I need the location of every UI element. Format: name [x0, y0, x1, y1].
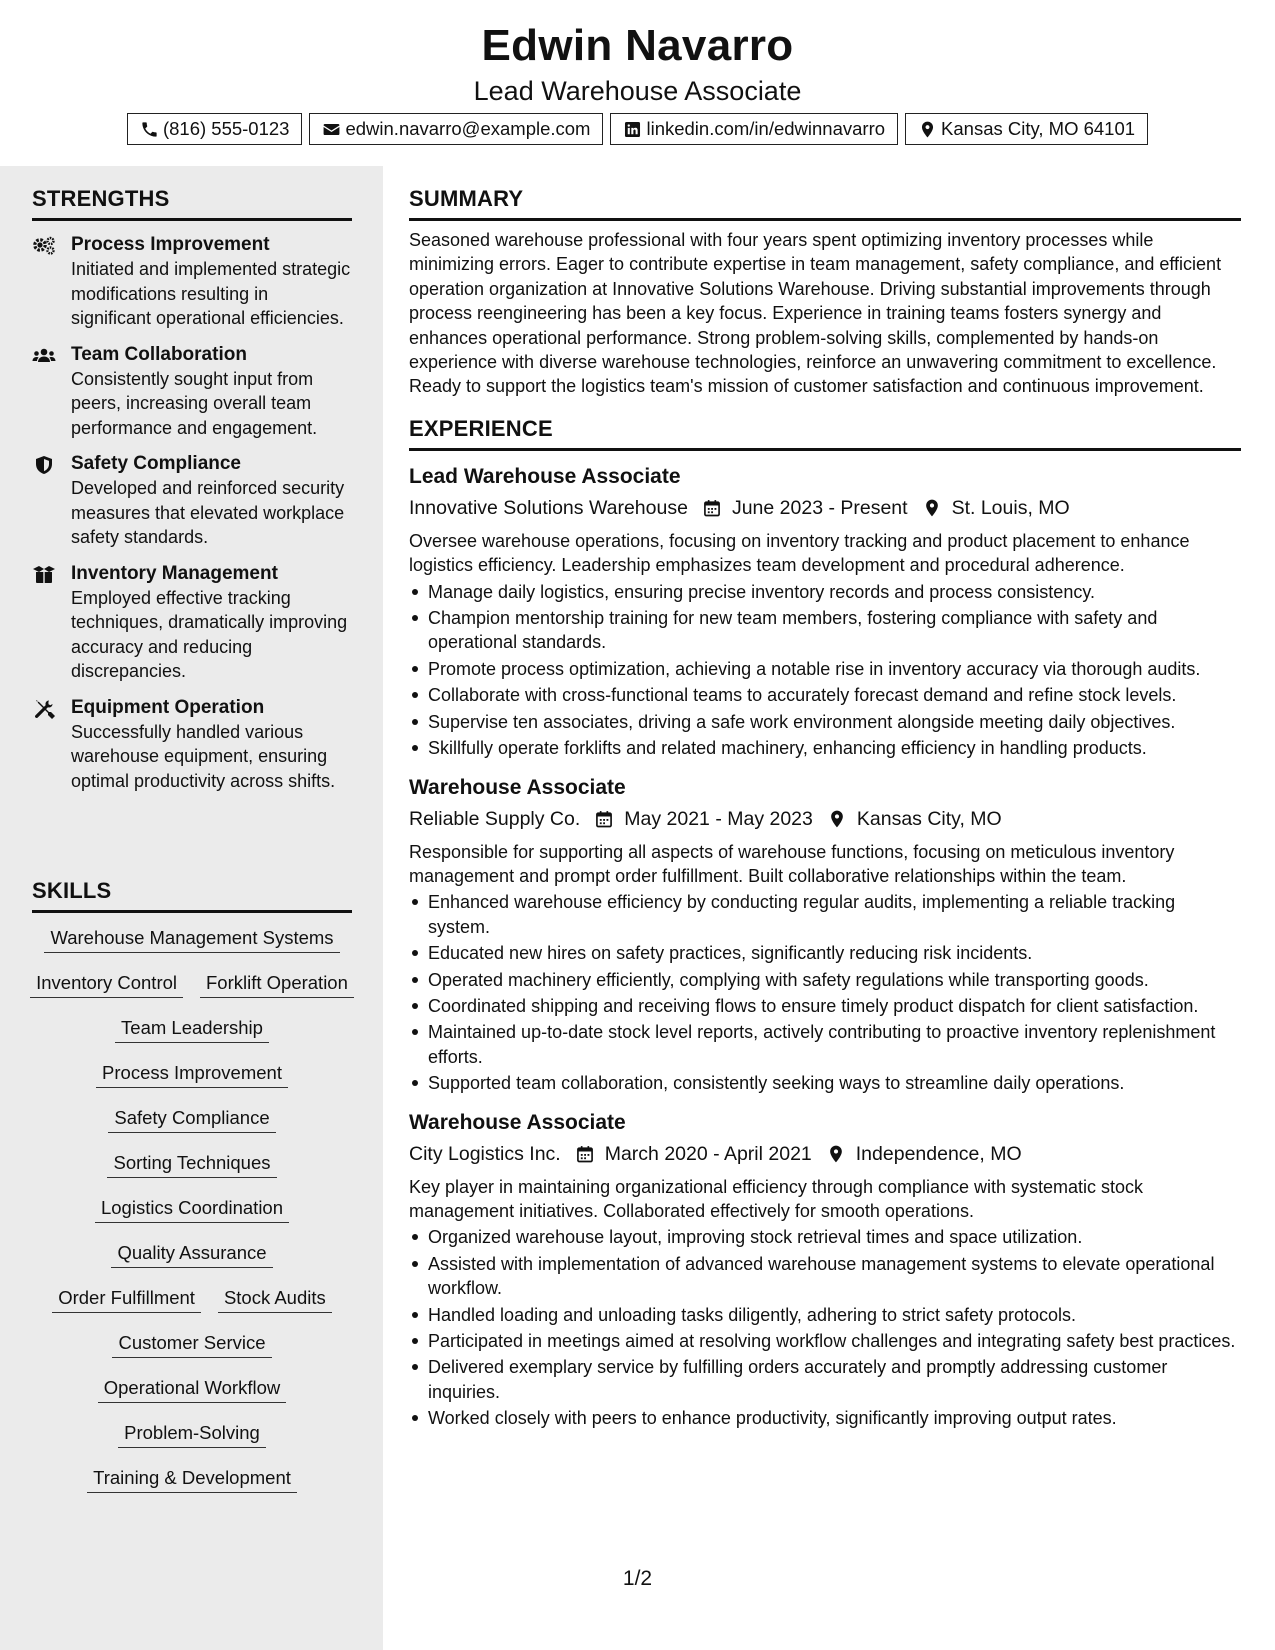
- map-pin-icon: [827, 809, 847, 829]
- strength-title: Inventory Management: [71, 562, 278, 584]
- contact-bar: [0, 113, 1275, 145]
- page-number: 1/2: [622, 1567, 653, 1590]
- resume-header: [0, 0, 1275, 160]
- job-entry: [409, 464, 1241, 761]
- map-pin-icon: [826, 1144, 846, 1164]
- phone-icon: [140, 120, 159, 139]
- skills-section: [32, 878, 352, 1508]
- skill-tag: Stock Audits: [218, 1287, 332, 1313]
- skill-tag: Problem-Solving: [118, 1422, 266, 1448]
- calendar-icon: [594, 809, 614, 829]
- strength-item: [32, 696, 352, 794]
- strength-desc: Employed effective tracking techniques, dramatically improving accuracy and reducing discrepancies.: [71, 587, 348, 681]
- strengths-section: [32, 186, 352, 793]
- contact-email[interactable]: [309, 113, 603, 145]
- strength-item: [32, 452, 352, 550]
- strength-title: Safety Compliance: [71, 453, 241, 474]
- strength-title: Equipment Operation: [71, 696, 265, 718]
- job-location: Kansas City, MO: [856, 807, 1002, 830]
- contact-email-text: edwin.navarro@example.com: [345, 118, 591, 139]
- skill-tag: Operational Workflow: [98, 1377, 287, 1403]
- calendar-icon: [575, 1144, 595, 1164]
- map-pin-icon: [922, 498, 942, 518]
- strength-desc: Consistently sought input from peers, increasing overall team performance and engagement.: [71, 368, 318, 438]
- contact-phone-text: (816) 555-0123: [162, 118, 290, 139]
- bullet-item: Supported team collaboration, consistently seeking ways to streamline daily operations.: [409, 1071, 1241, 1095]
- skill-tag: Process Improvement: [96, 1062, 288, 1088]
- candidate-name: Edwin Navarro: [481, 21, 794, 70]
- envelope-icon: [322, 120, 341, 139]
- skill-tag: Team Leadership: [115, 1017, 269, 1043]
- job-description: Responsible for supporting all aspects of warehouse functions, focusing on meticulous inventory management and prompt order fulfillment. Built collaborative relationships within the team.: [409, 841, 1175, 886]
- summary-heading: SUMMARY: [409, 186, 1241, 221]
- bullet-item: Educated new hires on safety practices, significantly reducing risk incidents.: [409, 941, 1241, 965]
- bullet-item: Delivered exemplary service by fulfilling orders accurately and promptly addressing customer inquiries.: [409, 1355, 1241, 1404]
- contact-linkedin-text: linkedin.com/in/edwinnavarro: [646, 118, 886, 139]
- job-title: Warehouse Associate: [409, 775, 626, 799]
- contact-phone[interactable]: [127, 113, 303, 145]
- box-open-icon: [32, 565, 56, 585]
- users-icon: [32, 346, 56, 366]
- job-bullets: [409, 890, 1241, 1095]
- job-location: St. Louis, MO: [951, 496, 1070, 519]
- bullet-item: Supervise ten associates, driving a safe work environment alongside meeting daily objectives.: [409, 710, 1241, 734]
- job-meta: [409, 495, 1241, 521]
- bullet-item: Manage daily logistics, ensuring precise inventory records and process consistency.: [409, 580, 1241, 604]
- map-pin-icon: [918, 120, 937, 139]
- bullet-item: Organized warehouse layout, improving stock retrieval times and space utilization.: [409, 1225, 1241, 1249]
- main-column: [409, 166, 1241, 1433]
- skill-tag: Order Fulfillment: [52, 1287, 201, 1313]
- tools-icon: [32, 699, 56, 719]
- strength-title: Process Improvement: [71, 234, 270, 255]
- skill-tag: Sorting Techniques: [107, 1152, 276, 1178]
- job-title: Lead Warehouse Associate: [409, 464, 681, 488]
- job-meta: [409, 806, 1241, 832]
- skill-tag: Logistics Coordination: [95, 1197, 289, 1223]
- summary-text: Seasoned warehouse professional with four years spent optimizing inventory processes while minimizing errors. Eager to contribute expertise in team management, safety compliance, and efficient operation organization at Innovative Solutions Warehouse. Driving substantial improvements through process reengineering has been a key focus. Experience in training teams fosters synergy and enhances operational performance. Strong problem-solving skills, complemented by hands-on experience with diverse warehouse technologies, reinforce an unwavering commitment to excellence. Ready to support the logistics team's mission of customer satisfaction and continuous improvement.: [409, 230, 1222, 397]
- job-entry: [409, 775, 1241, 1096]
- skill-tag: Inventory Control: [30, 972, 183, 998]
- skill-tag: Quality Assurance: [111, 1242, 272, 1268]
- strength-item: [32, 233, 352, 331]
- strength-item: [32, 343, 352, 441]
- experience-section: [409, 416, 1241, 1431]
- strength-title: Team Collaboration: [71, 343, 247, 365]
- job-title: Warehouse Associate: [409, 1110, 626, 1134]
- job-company: City Logistics Inc.: [409, 1142, 561, 1165]
- shield-icon: [32, 455, 56, 475]
- bullet-item: Operated machinery efficiently, complying with safety regulations while transporting goods.: [409, 968, 1241, 992]
- job-bullets: [409, 1225, 1241, 1430]
- job-description: Oversee warehouse operations, focusing on inventory tracking and product placement to enhance logistics efficiency. Leadership emphasizes team development and procedural adherence.: [409, 530, 1190, 576]
- strength-desc: Developed and reinforced security measures that elevated workplace safety standards.: [71, 478, 345, 547]
- strength-desc: Successfully handled various warehouse equipment, ensuring optimal productivity across shifts.: [71, 721, 336, 791]
- job-entry: [409, 1110, 1241, 1431]
- bullet-item: Enhanced warehouse efficiency by conducting regular audits, implementing a reliable tracking system.: [409, 890, 1241, 939]
- job-dates: June 2023 - Present: [731, 496, 908, 519]
- sidebar: [0, 166, 383, 1650]
- job-company: Innovative Solutions Warehouse: [409, 496, 688, 519]
- contact-location[interactable]: [905, 113, 1148, 145]
- linkedin-icon: [623, 120, 642, 139]
- skill-tag: Customer Service: [112, 1332, 271, 1358]
- job-dates: May 2021 - May 2023: [624, 807, 813, 830]
- calendar-icon: [702, 498, 722, 518]
- summary-section: [409, 186, 1241, 399]
- skills-list: [32, 923, 352, 1508]
- job-location: Independence, MO: [855, 1142, 1022, 1165]
- job-dates: March 2020 - April 2021: [604, 1142, 812, 1165]
- bullet-item: Worked closely with peers to enhance productivity, significantly improving output rates.: [409, 1406, 1241, 1430]
- strength-item: [32, 562, 352, 684]
- skill-tag: Training & Development: [87, 1467, 297, 1493]
- skills-heading: SKILLS: [32, 878, 352, 913]
- job-bullets: [409, 580, 1241, 761]
- experience-heading: EXPERIENCE: [409, 416, 1241, 451]
- bullet-item: Promote process optimization, achieving a notable rise in inventory accuracy via thorough audits.: [409, 657, 1241, 681]
- bullet-item: Skillfully operate forklifts and related machinery, enhancing efficiency in handling products.: [409, 736, 1241, 760]
- strengths-heading: STRENGTHS: [32, 186, 352, 221]
- job-meta: [409, 1141, 1241, 1167]
- bullet-item: Participated in meetings aimed at resolving workflow challenges and integrating safety best practices.: [409, 1329, 1241, 1353]
- skill-tag: Safety Compliance: [108, 1107, 275, 1133]
- bullet-item: Collaborate with cross-functional teams to accurately forecast demand and refine stock levels.: [409, 683, 1241, 707]
- job-description: Key player in maintaining organizational efficiency through compliance with systematic stock management initiatives. Collaborated effectively for smooth operations.: [409, 1176, 1144, 1221]
- bullet-item: Maintained up-to-date stock level reports, actively contributing to proactive inventory replenishment efforts.: [409, 1020, 1241, 1069]
- skill-tag: Forklift Operation: [200, 972, 354, 998]
- bullet-item: Handled loading and unloading tasks diligently, adhering to strict safety protocols.: [409, 1303, 1241, 1327]
- bullet-item: Champion mentorship training for new team members, fostering compliance with safety and operational standards.: [409, 606, 1241, 655]
- strength-desc: Initiated and implemented strategic modifications resulting in significant operational efficiencies.: [71, 259, 351, 328]
- job-company: Reliable Supply Co.: [409, 807, 581, 830]
- bullet-item: Assisted with implementation of advanced warehouse management systems to elevate operational workflow.: [409, 1252, 1241, 1301]
- skill-tag: Warehouse Management Systems: [44, 927, 339, 953]
- bullet-item: Coordinated shipping and receiving flows to ensure timely product dispatch for client satisfaction.: [409, 994, 1241, 1018]
- candidate-title: Lead Warehouse Associate: [473, 76, 802, 106]
- gears-icon: [32, 236, 56, 256]
- contact-location-text: Kansas City, MO 64101: [941, 118, 1136, 139]
- contact-linkedin[interactable]: [610, 113, 898, 145]
